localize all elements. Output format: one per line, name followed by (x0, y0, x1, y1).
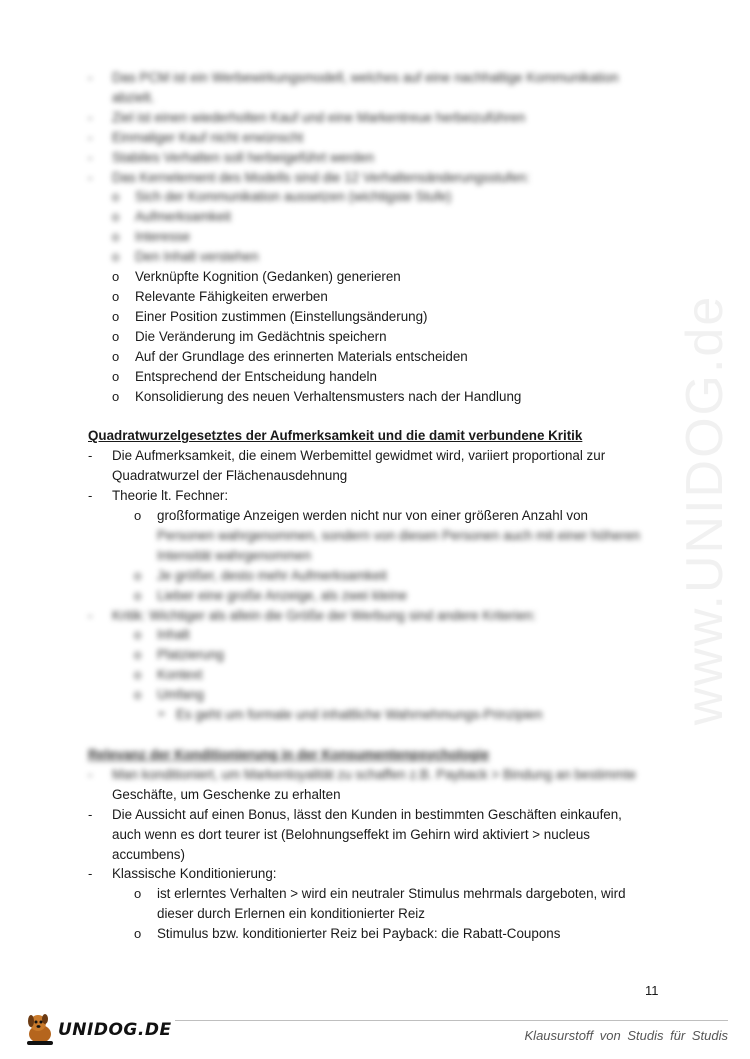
footer-divider (175, 1020, 728, 1021)
stage-item: o Die Veränderung im Gedächtnis speichern (112, 328, 387, 344)
watermark: www.UNIDOG.de (676, 294, 734, 726)
unidog-logo[interactable] (22, 1008, 172, 1048)
criterion-item-blurred: o Kontext (134, 667, 203, 683)
list-item-blurred: - Stabiles Verhalten soll herbeigeführt werden (88, 149, 375, 165)
stage-item: o Entsprechend der Entscheidung handeln (112, 368, 377, 384)
stage-item-blurred: o Den Inhalt verstehen (112, 249, 259, 265)
list-item: - Theorie lt. Fechner: (88, 488, 229, 504)
list-item-blurred: - Das PCM ist ein Werbewirkungsmodell, welches auf eine nachhaltige Kommunikation abzielt. (88, 70, 619, 105)
stage-item: o Einer Position zustimmen (Einstellungsänderung) (112, 308, 428, 324)
stage-item: o Konsolidierung des neuen Verhaltensmusters nach der Handlung (112, 388, 522, 404)
stage-item-blurred: o Aufmerksamkeit (112, 209, 231, 225)
list-item: - Die Aussicht auf einen Bonus, lässt den Kunden in bestimmten Geschäften einkaufen, auch wenn es dort teurer ist (Belohnungseffekt im Gehirn wird aktiviert > nucleus accumbens) (88, 806, 622, 862)
list-item: o ist erlerntes Verhalten > wird ein neutraler Stimulus mehrmals dargeboten, wird dieser durch Erlernen ein konditionierter Reiz (134, 886, 626, 922)
blurred-text: Personen wahrgenommen, sondern von diesen Personen auch mit einer höheren Intensität wahrgenommen (157, 527, 641, 563)
stage-item-blurred: o Interesse (112, 229, 191, 245)
stage-item-blurred: o Sich der Kommunikation aussetzen (wichtigste Stufe) (112, 189, 452, 205)
stage-item: o Auf der Grundlage des erinnerten Materials entscheiden (112, 348, 468, 364)
list-item-blurred: o Lieber eine große Anzeige, als zwei kleine (134, 587, 408, 603)
list-item: - Klassische Konditionierung: (88, 866, 277, 882)
stage-item: o Verknüpfte Kognition (Gedanken) generieren (112, 269, 401, 285)
list-item-blurred: - Kritik: Wichtiger als allein die Größe der Werbung sind andere Kriterien: (88, 607, 536, 623)
section-heading-konditionierung: Relevanz der Konditionierung in der Konsumentenpsychologie (88, 747, 490, 762)
blurred-text: Man konditioniert, um Markenloyalität zu schaffen z.B. Payback > Bindung an bestimmte (112, 766, 637, 782)
section-heading-quadratwurzel: Quadratwurzelgesetztes der Aufmerksamkeit und die damit verbundene Kritik (88, 428, 583, 444)
criterion-item-blurred: o Inhalt (134, 627, 190, 643)
logo-text: UNIDOG.DE (58, 1020, 172, 1040)
stage-item: o Relevante Fähigkeiten erwerben (112, 288, 328, 304)
list-item-blurred: ➢ Es geht um formale und inhaltliche Wahrnehmungs-Prinzipien (157, 707, 543, 723)
footer-slogan: Klausurstoff von Studis für Studis (524, 1028, 728, 1043)
page-content (88, 68, 648, 944)
criterion-item-blurred: o Umfang (134, 687, 204, 703)
list-item: - Die Aufmerksamkeit, die einem Werbemittel gewidmet wird, variiert proportional zur Quadratwurzel der Flächenausdehnung (88, 448, 606, 484)
list-item-blurred: o Je größer, desto mehr Aufmerksamkeit (134, 567, 387, 583)
list-item-blurred: - Ziel ist einen wiederholten Kauf und eine Markentreue herbeizuführen (88, 109, 526, 125)
criterion-item-blurred: o Platzierung (134, 647, 224, 663)
list-item: o Stimulus bzw. konditionierter Reiz bei Payback: die Rabatt-Coupons (134, 926, 561, 942)
list-item: o großformatige Anzeigen werden nicht nur von einer größeren Anzahl von Personen wahrgenommen, sondern von diesen Personen auch mit einer höheren Intensität wahrgenommen (134, 508, 641, 563)
page-number: 11 (645, 983, 659, 998)
list-item: - Man konditioniert, um Markenloyalität zu schaffen z.B. Payback > Bindung an bestimmte Geschäfte, um Geschenke zu erhalten (88, 766, 637, 802)
dog-mascot-icon (22, 1008, 62, 1048)
list-item-blurred: - Das Kernelement des Modells sind die 12 Verhaltensänderungsstufen: (88, 169, 530, 185)
list-item-blurred: - Einmaliger Kauf nicht erwünscht (88, 129, 304, 145)
